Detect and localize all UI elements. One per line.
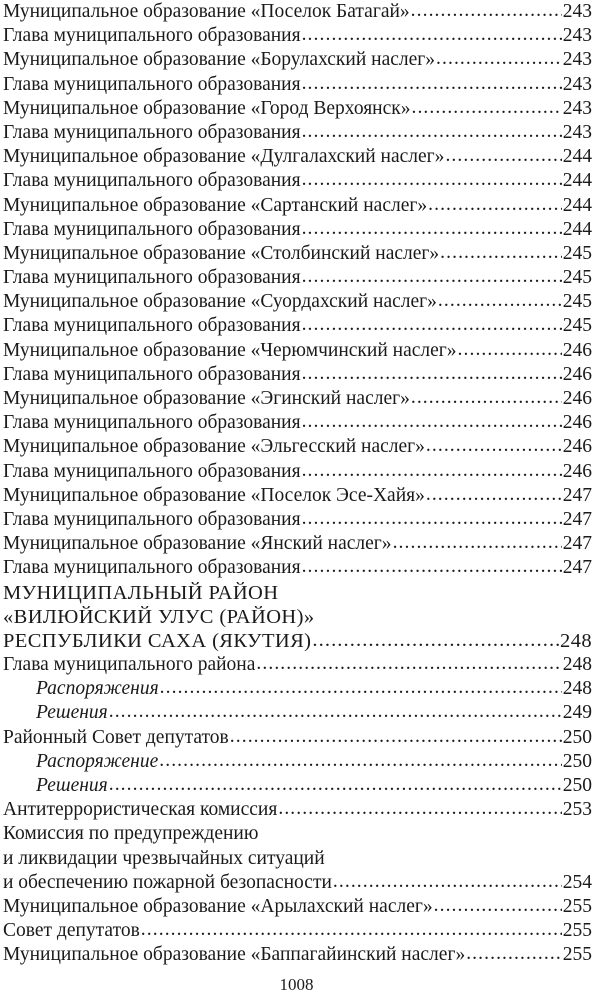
page-number: 1008 [279, 975, 314, 994]
dot-leader [393, 532, 562, 555]
toc-entry-title: Муниципальное образование «Суордахский наслег» [3, 291, 437, 313]
toc-entry-page: 246 [562, 460, 592, 482]
toc-entry [3, 73, 593, 97]
dot-leader [426, 484, 562, 507]
toc-entry-page: 246 [562, 436, 592, 458]
toc-entry-page: 244 [562, 146, 592, 168]
toc-entry-page: 255 [562, 895, 592, 917]
toc-entry-page: 243 [562, 121, 592, 143]
dot-leader [302, 556, 562, 579]
dot-leader [438, 290, 562, 313]
toc-entry-page: 243 [562, 1, 592, 22]
toc-entry [3, 556, 593, 580]
toc-entry-title: Решения [36, 775, 108, 796]
toc-entry [3, 145, 593, 169]
toc-entry-title: Муниципальное образование «Борулахский наслег» [3, 49, 436, 71]
dot-leader [302, 73, 562, 96]
toc-entry-page: 250 [562, 750, 592, 772]
dot-leader [109, 774, 562, 797]
toc-entry-title: Глава муниципального образования [3, 315, 301, 337]
toc-entry-title: Глава муниципального образования [3, 267, 301, 289]
toc-entry-title: Муниципальное образование «Сартанский наслег» [3, 194, 428, 216]
toc-entry [3, 919, 593, 943]
toc-entry-title: Муниципальное образование «Поселок Батагай» [3, 1, 410, 22]
dot-leader [426, 435, 562, 458]
toc-entry-title: Муниципальное образование «Эгинский наслег» [3, 388, 410, 409]
toc-entry-title: Глава муниципального образования [3, 557, 301, 579]
dot-leader [428, 194, 562, 217]
toc-entry-page: 244 [562, 218, 592, 240]
dot-leader [302, 411, 562, 434]
toc-entry [3, 798, 593, 822]
dot-leader [411, 387, 562, 410]
dot-leader [333, 871, 562, 894]
toc-entry [3, 581, 593, 605]
toc-entry [3, 847, 593, 871]
toc-entry-title: Совет депутатов [3, 920, 140, 942]
dot-leader [302, 24, 562, 47]
dot-leader [440, 242, 562, 265]
dot-leader [411, 0, 562, 23]
toc-entry-page: 249 [562, 702, 592, 724]
dot-leader [302, 314, 562, 337]
dot-leader [109, 701, 562, 724]
toc-entry-page: 247 [562, 484, 592, 506]
toc-entry [3, 363, 593, 387]
table-of-contents [3, 0, 593, 968]
toc-entry-page: 243 [562, 97, 592, 119]
toc-entry-page: 245 [562, 242, 592, 264]
toc-entry-title: Глава муниципального образования [3, 218, 301, 240]
toc-entry-title: Муниципальное образование «Город Верхоянск» [3, 97, 411, 119]
toc-entry-page: 245 [562, 291, 592, 313]
toc-entry [3, 701, 593, 725]
toc-entry-page: 244 [562, 194, 592, 216]
toc-entry [3, 97, 593, 121]
toc-entry [3, 290, 593, 314]
toc-entry [3, 387, 593, 411]
toc-entry-page: 248 [562, 654, 592, 676]
toc-entry-page: 253 [562, 799, 592, 821]
toc-entry-title: Распоряжения [36, 678, 159, 700]
toc-entry [3, 895, 593, 919]
toc-entry-page: 254 [562, 871, 592, 893]
toc-entry [3, 750, 593, 774]
toc-entry-title: Антитеррористическая комиссия [3, 799, 278, 821]
dot-leader [302, 218, 562, 241]
toc-entry-title: Глава муниципального образования [3, 460, 301, 482]
toc-entry-title: Муниципальное образование «Поселок Эсе-Хайя» [3, 484, 425, 506]
dot-leader [411, 97, 561, 120]
toc-entry [3, 0, 593, 24]
toc-entry-title: Решения [36, 702, 108, 724]
toc-entry [3, 943, 593, 967]
toc-entry [3, 435, 593, 459]
dot-leader [436, 48, 562, 71]
dot-leader [312, 629, 559, 652]
toc-entry-title: Муниципальное образование «Баппагайинский наслег» [3, 944, 466, 966]
toc-entry-title: Муниципальное образование «Столбинский наслег» [3, 242, 440, 264]
dot-leader [302, 363, 562, 386]
toc-entry-title: Муниципальное образование «Янский наслег» [3, 533, 392, 555]
toc-entry-title: Муниципальное образование «Эльгесский наслег» [3, 436, 425, 458]
dot-leader [302, 169, 562, 192]
dot-leader [302, 508, 562, 531]
toc-entry-title: Районный Совет депутатов [3, 726, 229, 748]
toc-entry [3, 314, 593, 338]
toc-entry [3, 629, 593, 653]
toc-entry [3, 484, 593, 508]
dot-leader [159, 750, 562, 773]
toc-entry-title: Глава муниципального образования [3, 412, 301, 434]
toc-entry-page: 246 [562, 339, 592, 361]
toc-entry [3, 460, 593, 484]
toc-entry-page: 250 [562, 775, 592, 796]
toc-entry-title: РЕСПУБЛИКИ САХА (ЯКУТИЯ) [3, 629, 312, 652]
toc-entry [3, 532, 593, 556]
toc-entry-page: 250 [562, 726, 592, 748]
toc-entry-page: 248 [562, 678, 592, 700]
toc-entry [3, 871, 593, 895]
toc-entry-title: Глава муниципального образования [3, 363, 301, 385]
toc-entry [3, 653, 593, 677]
toc-entry-page: 244 [562, 170, 592, 192]
toc-entry-title: и ликвидации чрезвычайных ситуаций [3, 847, 325, 869]
toc-entry-page: 243 [562, 25, 592, 47]
toc-entry [3, 339, 593, 363]
toc-entry-page: 255 [562, 920, 592, 942]
toc-entry [3, 24, 593, 48]
toc-entry-title: Муниципальное образование «Арылахский наслег» [3, 895, 433, 917]
toc-entry-title: МУНИЦИПАЛЬНЫЙ РАЙОН [3, 581, 279, 604]
dot-leader [434, 895, 562, 918]
toc-entry-title: Комиссия по предупреждению [3, 823, 259, 845]
toc-entry [3, 48, 593, 72]
toc-entry [3, 242, 593, 266]
toc-entry-page: 246 [562, 388, 592, 409]
toc-entry-title: «ВИЛЮЙСКИЙ УЛУС (РАЙОН)» [3, 605, 315, 628]
dot-leader [160, 677, 562, 700]
toc-entry-title: Глава муниципального образования [3, 121, 301, 143]
toc-entry-page: 246 [562, 363, 592, 385]
dot-leader [278, 798, 561, 821]
toc-entry [3, 774, 593, 798]
dot-leader [458, 339, 562, 362]
toc-entry-page: 247 [562, 557, 592, 579]
toc-entry-page: 246 [562, 412, 592, 434]
toc-entry [3, 218, 593, 242]
toc-entry-page: 247 [562, 508, 592, 530]
toc-entry-title: Распоряжение [36, 750, 159, 772]
toc-entry-page: 245 [562, 267, 592, 289]
dot-leader [230, 726, 562, 749]
toc-entry-page: 247 [562, 533, 592, 555]
toc-entry-title: и обеспечению пожарной безопасности [3, 871, 332, 893]
toc-entry [3, 605, 593, 629]
toc-entry-page: 245 [562, 315, 592, 337]
toc-entry-page: 243 [562, 49, 592, 71]
toc-entry [3, 121, 593, 145]
toc-entry-title: Муниципальное образование «Дулгалахский наслег» [3, 146, 445, 168]
toc-entry [3, 726, 593, 750]
toc-entry-title: Глава муниципального образования [3, 170, 301, 192]
toc-entry-title: Муниципальное образование «Черюмчинский наслег» [3, 339, 457, 361]
dot-leader [256, 653, 561, 676]
dot-leader [302, 121, 562, 144]
toc-entry-title: Глава муниципального образования [3, 508, 301, 530]
dot-leader [302, 266, 562, 289]
toc-entry-page: 248 [560, 629, 592, 652]
toc-entry-page: 243 [562, 73, 592, 95]
toc-entry [3, 194, 593, 218]
toc-entry [3, 508, 593, 532]
dot-leader [445, 145, 561, 168]
toc-entry-title: Глава муниципального образования [3, 73, 301, 95]
toc-entry-title: Глава муниципального образования [3, 25, 301, 47]
toc-entry [3, 266, 593, 290]
toc-entry [3, 677, 593, 701]
dot-leader [302, 460, 562, 483]
dot-leader [141, 919, 562, 942]
toc-entry-title: Глава муниципального района [3, 654, 256, 676]
toc-entry [3, 822, 593, 846]
dot-leader [466, 943, 562, 966]
toc-entry [3, 169, 593, 193]
toc-entry-page: 255 [562, 944, 592, 966]
toc-entry [3, 411, 593, 435]
